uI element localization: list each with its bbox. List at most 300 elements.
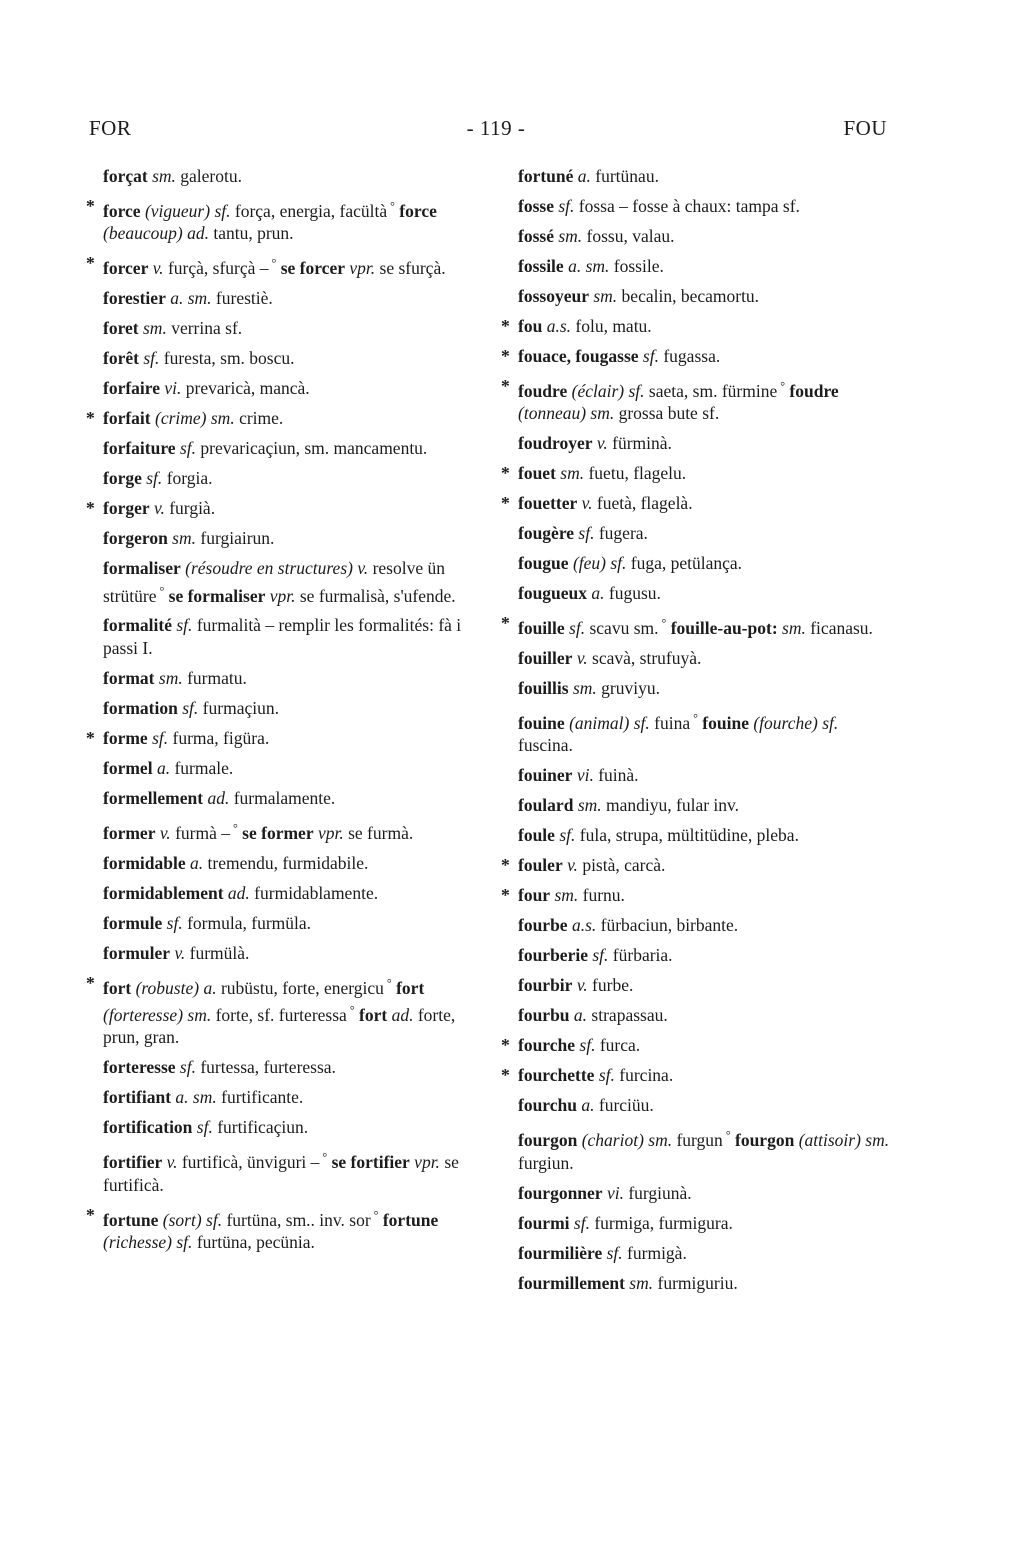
translation: fugassa. bbox=[658, 346, 721, 366]
sub-headword: se forcer bbox=[276, 258, 345, 279]
grammar-label: a. bbox=[569, 1005, 588, 1026]
headword: formalité bbox=[103, 615, 172, 636]
grammar-label: v. bbox=[148, 258, 164, 279]
translation: furmà – bbox=[170, 822, 230, 843]
right-column bbox=[501, 165, 893, 1302]
headword: fourgonner bbox=[518, 1182, 603, 1203]
dictionary-entry bbox=[501, 944, 893, 967]
headword: fourberie bbox=[518, 945, 588, 966]
translation: galerotu. bbox=[175, 166, 242, 186]
translation: furmatu. bbox=[182, 667, 247, 688]
sub-grammar-label: (beaucoup) ad. bbox=[103, 223, 209, 244]
translation: furtüna, sm.. inv. sor bbox=[222, 1209, 371, 1230]
grammar-label: sm. bbox=[553, 226, 583, 246]
headword: formidablement bbox=[103, 882, 224, 903]
sub-headword: se fortifier bbox=[327, 1152, 410, 1173]
headword: fosse bbox=[518, 196, 554, 216]
headword: fortune bbox=[103, 1209, 159, 1230]
grammar-label: ad. bbox=[223, 882, 250, 903]
headword: forge bbox=[103, 468, 142, 489]
dictionary-entry bbox=[86, 317, 474, 340]
grammar-label: (crime) sm. bbox=[150, 408, 235, 429]
separator-mark: ° bbox=[383, 975, 392, 990]
dictionary-entry bbox=[501, 165, 893, 188]
grammar-label: sm. bbox=[154, 667, 183, 688]
translation: furtessa, furteressa. bbox=[195, 1057, 336, 1078]
sub-translation: se furtificà. bbox=[103, 1152, 459, 1195]
headword: forçat bbox=[103, 166, 148, 186]
dictionary-entry bbox=[86, 852, 474, 875]
headword: fossé bbox=[518, 226, 554, 246]
dictionary-entry bbox=[86, 437, 474, 460]
grammar-label: v. bbox=[170, 942, 186, 963]
headword: fouiller bbox=[518, 648, 573, 669]
headword: formellement bbox=[103, 787, 204, 808]
grammar-label: v. bbox=[155, 822, 171, 843]
headword: four bbox=[518, 885, 551, 906]
headword: fort bbox=[103, 977, 132, 998]
headword: forme bbox=[103, 727, 148, 748]
dictionary-entry bbox=[501, 884, 893, 907]
translation: fossile. bbox=[609, 256, 664, 276]
dictionary-entry bbox=[501, 824, 893, 847]
translation: prevaricà, mancà. bbox=[181, 378, 310, 399]
sub-translation: grossa bute sf. bbox=[614, 403, 720, 424]
translation: furgiunà. bbox=[623, 1182, 692, 1203]
translation: fuga, petülança. bbox=[626, 553, 743, 574]
headword: fortuné bbox=[518, 166, 574, 186]
dictionary-entry bbox=[86, 377, 474, 400]
grammar-label: v. bbox=[572, 975, 588, 996]
dictionary-entry bbox=[86, 347, 474, 370]
translation: furtificante. bbox=[216, 1087, 304, 1108]
grammar-label: sm. bbox=[167, 528, 196, 549]
headword: fougère bbox=[518, 523, 575, 544]
grammar-label: sf. bbox=[172, 615, 193, 636]
translation: strapassau. bbox=[587, 1005, 668, 1026]
translation: verrina sf. bbox=[166, 318, 243, 339]
grammar-label: (animal) sf. bbox=[564, 712, 650, 733]
sub-grammar-label: sm. bbox=[777, 618, 806, 639]
separator-mark: ° bbox=[658, 616, 667, 631]
translation: furmalamente. bbox=[229, 787, 336, 808]
headword: fourmi bbox=[518, 1212, 570, 1233]
dictionary-entry bbox=[501, 285, 893, 308]
asterisk-mark: * bbox=[501, 376, 510, 396]
translation: fuetà, flagelà. bbox=[592, 493, 693, 514]
headword: fortifier bbox=[103, 1152, 163, 1173]
headword: foudroyer bbox=[518, 433, 593, 454]
separator-mark: ° bbox=[690, 711, 698, 726]
translation: furmiguriu. bbox=[653, 1272, 738, 1293]
dictionary-entry bbox=[86, 697, 474, 720]
dictionary-entry bbox=[501, 552, 893, 575]
translation: furgià. bbox=[164, 498, 216, 519]
translation: furnu. bbox=[578, 885, 625, 906]
dictionary-entry bbox=[501, 1124, 893, 1174]
translation: saeta, sm. fürmine bbox=[644, 380, 778, 401]
separator-mark: ° bbox=[722, 1128, 731, 1143]
grammar-label: sf. bbox=[569, 1212, 590, 1233]
grammar-label: sf. bbox=[594, 1065, 615, 1086]
translation: becalin, becamortu. bbox=[617, 286, 760, 306]
sub-grammar-label: vpr. bbox=[345, 258, 376, 279]
headword: fossile bbox=[518, 256, 564, 276]
grammar-label: sf. bbox=[162, 912, 183, 933]
headword: fouille bbox=[518, 618, 565, 639]
headword: forteresse bbox=[103, 1057, 176, 1078]
dictionary-entry bbox=[501, 914, 893, 937]
grammar-label: sf. bbox=[141, 468, 163, 489]
headword: forfait bbox=[103, 408, 151, 429]
translation: furcina. bbox=[614, 1065, 674, 1086]
dictionary-entry bbox=[86, 667, 474, 690]
translation: furmale. bbox=[170, 757, 234, 778]
grammar-label: (éclair) sf. bbox=[567, 380, 645, 401]
separator-mark: ° bbox=[370, 1207, 379, 1222]
headword: foudre bbox=[518, 380, 568, 401]
asterisk-mark: * bbox=[501, 1065, 510, 1086]
grammar-label: sm. bbox=[568, 678, 597, 699]
grammar-label: a. sm. bbox=[563, 256, 610, 276]
dictionary-entry bbox=[86, 252, 474, 279]
sub-translation: se furmà. bbox=[343, 822, 414, 843]
dictionary-entry bbox=[501, 764, 893, 787]
grammar-label: sm. bbox=[573, 795, 602, 816]
dictionary-entry bbox=[86, 942, 474, 965]
dictionary-entry bbox=[86, 407, 474, 430]
grammar-label: sf. bbox=[192, 1117, 213, 1138]
headword: fouace, fougasse bbox=[518, 346, 639, 366]
grammar-label: a. bbox=[577, 1095, 595, 1116]
sub-headword: foudre bbox=[785, 380, 839, 401]
headword: forfaire bbox=[103, 378, 161, 399]
translation: furtificaçiun. bbox=[212, 1117, 309, 1138]
grammar-label: sf. bbox=[553, 196, 575, 216]
dictionary-entry bbox=[86, 165, 474, 188]
asterisk-mark: * bbox=[501, 346, 510, 366]
translation: resolve ün strütüre bbox=[103, 558, 445, 606]
headword: forcer bbox=[103, 258, 149, 279]
grammar-label: v. bbox=[577, 493, 593, 514]
dictionary-entry bbox=[501, 195, 893, 218]
headword: fouet bbox=[518, 463, 556, 484]
dictionary-entry bbox=[501, 1212, 893, 1235]
translation: fürbaciun, birbante. bbox=[596, 915, 739, 936]
dictionary-entry bbox=[501, 582, 893, 605]
grammar-label: v. bbox=[562, 855, 578, 876]
dictionary-entry bbox=[501, 974, 893, 997]
translation: fugera. bbox=[594, 523, 648, 544]
dictionary-entry bbox=[501, 225, 893, 248]
grammar-label: sf. bbox=[602, 1242, 623, 1263]
sub-grammar-label: vpr. bbox=[265, 585, 296, 606]
translation: força, energia, facültà bbox=[230, 200, 388, 221]
sub-headword: fort bbox=[354, 1004, 388, 1025]
dictionary-entry bbox=[501, 612, 893, 639]
grammar-label: v. bbox=[162, 1152, 178, 1173]
dictionary-entry bbox=[86, 195, 474, 245]
headword: forêt bbox=[103, 348, 139, 369]
dictionary-entry bbox=[86, 557, 474, 607]
translation: furmidablamente. bbox=[249, 882, 379, 903]
headword: fouetter bbox=[518, 493, 578, 514]
grammar-label: a. bbox=[152, 757, 171, 778]
asterisk-mark: * bbox=[501, 855, 510, 876]
dictionary-entry bbox=[86, 817, 474, 844]
sub-translation: se sfurçà. bbox=[375, 258, 446, 279]
headword: fouillis bbox=[518, 678, 569, 699]
headword: forestier bbox=[103, 288, 166, 309]
sub-translation: forte, sf. furteressa bbox=[211, 1004, 347, 1025]
dictionary-entry bbox=[501, 432, 893, 455]
translation: gruviyu. bbox=[596, 678, 660, 699]
translation: furma, figüra. bbox=[168, 727, 270, 748]
dictionary-entry bbox=[86, 1204, 474, 1254]
asterisk-mark: * bbox=[501, 1035, 510, 1056]
asterisk-mark: * bbox=[86, 1204, 95, 1225]
dictionary-entry bbox=[501, 794, 893, 817]
dictionary-entry bbox=[501, 1242, 893, 1265]
headword: fourmilière bbox=[518, 1242, 603, 1263]
headword: fouine bbox=[518, 712, 565, 733]
headword: fourbu bbox=[518, 1005, 570, 1026]
translation: fula, strupa, mültitüdine, pleba. bbox=[575, 825, 799, 846]
headword: formuler bbox=[103, 942, 171, 963]
asterisk-mark: * bbox=[86, 972, 95, 993]
headword: forger bbox=[103, 498, 150, 519]
dictionary-entry bbox=[86, 1146, 474, 1196]
dictionary-entry bbox=[86, 882, 474, 905]
headword: fourmillement bbox=[518, 1272, 625, 1293]
dictionary-entry bbox=[501, 315, 893, 338]
grammar-label: v. bbox=[572, 648, 588, 669]
grammar-label: a. bbox=[587, 583, 605, 604]
grammar-label: a. sm. bbox=[165, 288, 212, 309]
headword: fouler bbox=[518, 855, 563, 876]
translation: furmalità – remplir les formalités: fà i passi I. bbox=[103, 615, 462, 658]
headword: fougue bbox=[518, 553, 569, 574]
headword: fourchette bbox=[518, 1065, 595, 1086]
grammar-label: sm. bbox=[588, 286, 618, 306]
grammar-label: (résoudre en structures) v. bbox=[180, 558, 369, 579]
grammar-label: (chariot) sm. bbox=[577, 1130, 673, 1151]
grammar-label: v. bbox=[149, 498, 165, 519]
headword: fourbir bbox=[518, 975, 573, 996]
dictionary-entry bbox=[86, 912, 474, 935]
translation: furmaçiun. bbox=[198, 697, 279, 718]
sub-headword: se formaliser bbox=[164, 585, 266, 606]
grammar-label: vi. bbox=[602, 1182, 624, 1203]
headword: foulard bbox=[518, 795, 574, 816]
dictionary-entry bbox=[86, 497, 474, 520]
grammar-label: sm. bbox=[550, 885, 579, 906]
separator-mark: ° bbox=[229, 820, 238, 835]
grammar-label: sf. bbox=[564, 618, 586, 639]
asterisk-mark: * bbox=[86, 408, 95, 429]
separator-mark: ° bbox=[319, 1150, 328, 1165]
translation: furçà, sfurçà – bbox=[163, 258, 269, 279]
sub-grammar-label: (fourche) sf. bbox=[748, 712, 839, 733]
dictionary-entry bbox=[86, 972, 474, 1049]
separator-mark: ° bbox=[777, 379, 786, 393]
sub-headword: fort bbox=[391, 977, 425, 998]
dictionary-entry bbox=[501, 462, 893, 485]
headword: fortifiant bbox=[103, 1087, 172, 1108]
sub-headword: fouine bbox=[697, 712, 749, 733]
dictionary-entry bbox=[501, 255, 893, 278]
sub-translation: fuscina. bbox=[518, 735, 573, 756]
dictionary-entry bbox=[501, 1094, 893, 1117]
headword: format bbox=[103, 667, 155, 688]
headword: fou bbox=[518, 316, 543, 336]
grammar-label: vi. bbox=[572, 765, 594, 786]
grammar-label: sf. bbox=[575, 1035, 596, 1056]
translation: furtificà, ünviguri – bbox=[177, 1152, 320, 1173]
translation: furciüu. bbox=[594, 1095, 654, 1116]
grammar-label: a. bbox=[185, 852, 204, 873]
translation: prevaricaçiun, sm. mancamentu. bbox=[196, 438, 428, 459]
asterisk-mark: * bbox=[501, 613, 510, 634]
headword: foule bbox=[518, 825, 555, 846]
running-head-left: FOR bbox=[89, 116, 132, 140]
dictionary-entry bbox=[86, 1056, 474, 1079]
grammar-label: sf. bbox=[138, 348, 160, 369]
dictionary-entry bbox=[501, 677, 893, 700]
headword: formidable bbox=[103, 852, 186, 873]
translation: formula, furmüla. bbox=[182, 912, 312, 933]
translation: furgun bbox=[672, 1130, 723, 1151]
sub-translation: ficanasu. bbox=[805, 618, 873, 639]
grammar-label: sf. bbox=[175, 1057, 196, 1078]
dictionary-entry bbox=[501, 1034, 893, 1057]
dictionary-entry bbox=[86, 1116, 474, 1139]
sub-grammar-label: (forteresse) sm. bbox=[103, 1004, 212, 1025]
sub-translation: se furmalisà, s'ufende. bbox=[295, 585, 456, 606]
translation: scavu sm. bbox=[585, 618, 659, 639]
asterisk-mark: * bbox=[501, 316, 510, 336]
grammar-label: sm. bbox=[624, 1272, 654, 1293]
grammar-label: a. sm. bbox=[171, 1087, 217, 1108]
translation: fuina bbox=[649, 712, 691, 733]
dictionary-entry bbox=[501, 854, 893, 877]
sub-grammar-label: (attisoir) sm. bbox=[794, 1130, 890, 1151]
sub-grammar-label: vpr. bbox=[313, 822, 344, 843]
grammar-label: vi. bbox=[160, 378, 182, 399]
translation: pistà, carcà. bbox=[577, 855, 666, 876]
grammar-label: sf. bbox=[147, 727, 169, 748]
sub-headword: fouille-au-pot: bbox=[666, 618, 778, 639]
asterisk-mark: * bbox=[501, 493, 510, 514]
translation: furmiga, furmigura. bbox=[589, 1212, 733, 1233]
translation: tremendu, furmidabile. bbox=[203, 852, 369, 873]
asterisk-mark: * bbox=[86, 727, 95, 748]
headword: fossoyeur bbox=[518, 286, 589, 306]
translation: furestiè. bbox=[211, 288, 273, 309]
dictionary-entry bbox=[86, 287, 474, 310]
dictionary-entry bbox=[501, 647, 893, 670]
sub-headword: se former bbox=[237, 822, 314, 843]
separator-mark: ° bbox=[387, 199, 395, 213]
dictionary-entry bbox=[501, 1064, 893, 1087]
dictionary-entry bbox=[86, 1086, 474, 1109]
translation: furmülà. bbox=[185, 942, 250, 963]
grammar-label: a. bbox=[573, 166, 591, 186]
headword: fouiner bbox=[518, 765, 573, 786]
dictionary-entry bbox=[501, 345, 893, 368]
headword: force bbox=[103, 200, 141, 221]
page-number: - 119 - bbox=[466, 116, 526, 140]
translation: furtünau. bbox=[590, 166, 659, 186]
asterisk-mark: * bbox=[86, 498, 95, 519]
translation: fürminà. bbox=[607, 433, 672, 454]
grammar-label: sf. bbox=[574, 523, 595, 544]
headword: fourbe bbox=[518, 915, 568, 936]
grammar-label: sm. bbox=[147, 166, 176, 186]
translation: scavà, strufuyà. bbox=[587, 648, 702, 669]
grammar-label: sf. bbox=[638, 346, 659, 366]
translation: fürbaria. bbox=[608, 945, 673, 966]
headword: fourchu bbox=[518, 1095, 577, 1116]
headword: fortification bbox=[103, 1117, 193, 1138]
translation: forgia. bbox=[162, 468, 213, 489]
headword: forfaiture bbox=[103, 438, 176, 459]
sub-headword: force bbox=[394, 200, 437, 221]
dictionary-entry bbox=[86, 727, 474, 750]
translation: fugusu. bbox=[604, 583, 661, 604]
running-head-right: FOU bbox=[843, 116, 887, 140]
sub-translation: furgiun. bbox=[518, 1152, 574, 1173]
grammar-label: sf. bbox=[554, 825, 576, 846]
separator-mark: ° bbox=[156, 583, 165, 598]
translation: furmigà. bbox=[622, 1242, 687, 1263]
dictionary-entry bbox=[501, 522, 893, 545]
asterisk-mark: * bbox=[501, 463, 510, 484]
translation: furgiairun. bbox=[196, 528, 275, 549]
grammar-label: sf. bbox=[175, 438, 197, 459]
sub-headword: fortune bbox=[378, 1209, 439, 1230]
separator-mark: ° bbox=[346, 1003, 355, 1018]
dictionary-entry bbox=[501, 707, 893, 757]
headword: formel bbox=[103, 757, 153, 778]
dictionary-entry bbox=[501, 1182, 893, 1205]
grammar-label: ad. bbox=[203, 787, 230, 808]
asterisk-mark: * bbox=[86, 196, 95, 216]
sub-translation: furtüna, pecünia. bbox=[192, 1232, 315, 1253]
grammar-label: v. bbox=[592, 433, 608, 454]
asterisk-mark: * bbox=[501, 885, 510, 906]
asterisk-mark: * bbox=[86, 253, 95, 274]
grammar-label: sf. bbox=[177, 697, 199, 718]
sub-grammar-label: (richesse) sf. bbox=[103, 1232, 193, 1253]
dictionary-entry bbox=[501, 1004, 893, 1027]
dictionary-entry bbox=[86, 787, 474, 810]
sub-translation: forte, prun, gran. bbox=[103, 1004, 456, 1048]
translation: fossa – fosse à chaux: tampa sf. bbox=[574, 196, 800, 216]
translation: folu, matu. bbox=[571, 316, 652, 336]
grammar-label: (vigueur) sf. bbox=[140, 200, 231, 221]
dictionary-entry bbox=[501, 375, 893, 425]
dictionary-entry bbox=[501, 492, 893, 515]
dictionary-entry bbox=[86, 467, 474, 490]
sub-grammar-label: (tonneau) sm. bbox=[518, 403, 615, 424]
grammar-label: (sort) sf. bbox=[158, 1209, 223, 1230]
grammar-label: a.s. bbox=[542, 316, 571, 336]
headword: formule bbox=[103, 912, 163, 933]
grammar-label: sm. bbox=[138, 318, 167, 339]
grammar-label: a.s. bbox=[567, 915, 597, 936]
translation: mandiyu, fular inv. bbox=[601, 795, 740, 816]
